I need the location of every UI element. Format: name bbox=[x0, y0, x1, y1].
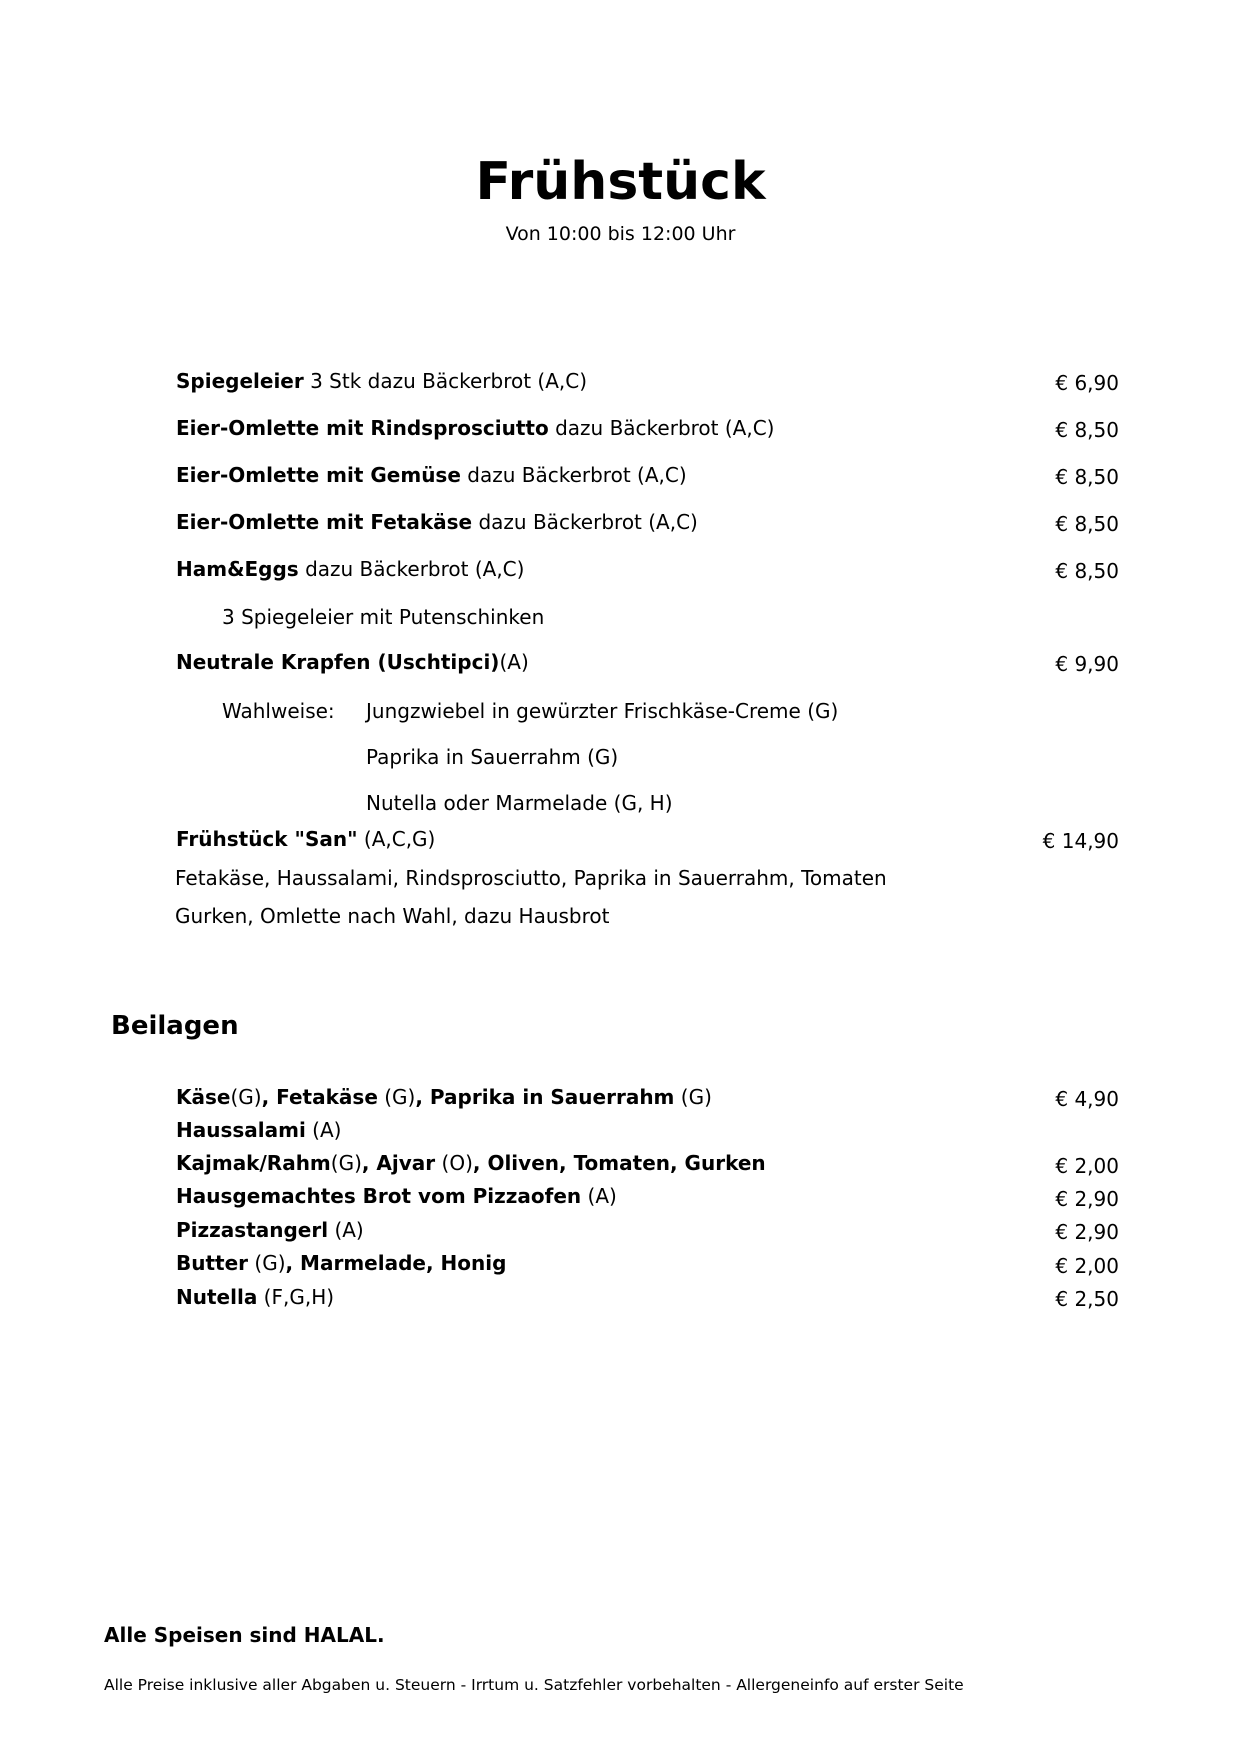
side-item-name: Käse bbox=[176, 1085, 231, 1109]
menu-item-fruehstueck-san bbox=[176, 829, 435, 849]
krapfen-options-label: Wahlweise: bbox=[222, 699, 335, 723]
menu-item-desc: dazu Bäckerbrot (A,C) bbox=[298, 557, 525, 581]
menu-item-price: € 8,50 bbox=[1055, 418, 1119, 442]
menu-item-name: Eier-Omlette mit Fetakäse bbox=[176, 510, 473, 534]
side-item-name: , Marmelade, Honig bbox=[285, 1251, 507, 1275]
side-item-name: Nutella bbox=[176, 1285, 258, 1309]
opening-hours: Von 10:00 bis 12:00 Uhr bbox=[505, 223, 736, 245]
side-item-name: Hausgemachtes Brot vom Pizzaofen bbox=[176, 1184, 582, 1208]
side-item-kajmak bbox=[176, 1153, 766, 1173]
menu-item-hameggs bbox=[176, 559, 524, 579]
menu-item-omlette-rindsprosciutto bbox=[176, 418, 774, 438]
menu-item-name: Neutrale Krapfen (Uschtipci) bbox=[176, 650, 500, 674]
menu-item-price: € 9,90 bbox=[1055, 652, 1119, 676]
menu-item-price: € 8,50 bbox=[1055, 512, 1119, 536]
side-item-haussalami bbox=[176, 1120, 341, 1140]
menu-item-spiegeleier bbox=[176, 371, 587, 391]
allergen-code: (G) bbox=[674, 1085, 712, 1109]
menu-item-price: € 8,50 bbox=[1055, 559, 1119, 583]
section-title-beilagen: Beilagen bbox=[111, 1011, 239, 1041]
side-item-name: , Paprika in Sauerrahm bbox=[415, 1085, 675, 1109]
menu-item-desc: 3 Stk dazu Bäckerbrot (A,C) bbox=[303, 369, 588, 393]
allergen-code: (A) bbox=[305, 1118, 342, 1142]
menu-item-desc: dazu Bäckerbrot (A,C) bbox=[472, 510, 698, 534]
menu-item-desc: dazu Bäckerbrot (A,C) bbox=[460, 463, 687, 487]
allergen-code: (G) bbox=[330, 1151, 362, 1175]
menu-item-price: € 6,90 bbox=[1055, 371, 1119, 395]
menu-item-omlette-fetakaese bbox=[176, 512, 698, 532]
menu-item-name: Eier-Omlette mit Gemüse bbox=[176, 463, 461, 487]
krapfen-option: Nutella oder Marmelade (G, H) bbox=[366, 791, 673, 815]
san-description-line: Gurken, Omlette nach Wahl, dazu Hausbrot bbox=[175, 904, 610, 928]
side-item-kaese bbox=[176, 1087, 712, 1107]
side-item-name: , Ajvar bbox=[361, 1151, 436, 1175]
side-item-name: Kajmak/Rahm bbox=[176, 1151, 331, 1175]
side-item-price: € 2,50 bbox=[1055, 1287, 1119, 1311]
side-item-price: € 2,00 bbox=[1055, 1254, 1119, 1278]
menu-item-desc: (A) bbox=[499, 650, 529, 674]
side-item-price: € 4,90 bbox=[1055, 1087, 1119, 1111]
side-item-name: , Fetakäse bbox=[261, 1085, 378, 1109]
allergen-code: (O) bbox=[435, 1151, 473, 1175]
allergen-code: (F,G,H) bbox=[257, 1285, 335, 1309]
menu-item-price: € 14,90 bbox=[1042, 829, 1119, 853]
menu-item-price: € 8,50 bbox=[1055, 465, 1119, 489]
side-item-name: Haussalami bbox=[176, 1118, 306, 1142]
hameggs-note: 3 Spiegeleier mit Putenschinken bbox=[222, 605, 545, 629]
side-item-name: , Oliven, Tomaten, Gurken bbox=[472, 1151, 766, 1175]
menu-item-desc: (A,C,G) bbox=[357, 827, 436, 851]
allergen-code: (G) bbox=[230, 1085, 262, 1109]
page-title: Frühstück bbox=[475, 152, 766, 212]
allergen-code: (A) bbox=[328, 1218, 364, 1242]
halal-notice: Alle Speisen sind HALAL. bbox=[104, 1623, 385, 1647]
menu-item-name: Spiegeleier bbox=[176, 369, 304, 393]
menu-item-desc: dazu Bäckerbrot (A,C) bbox=[548, 416, 775, 440]
menu-item-name: Eier-Omlette mit Rindsprosciutto bbox=[176, 416, 549, 440]
san-description-line: Fetakäse, Haussalami, Rindsprosciutto, Paprika in Sauerrahm, Tomaten bbox=[175, 866, 887, 890]
side-item-price: € 2,90 bbox=[1055, 1187, 1119, 1211]
side-item-name: Pizzastangerl bbox=[176, 1218, 329, 1242]
allergen-code: (A) bbox=[581, 1184, 617, 1208]
side-item-pizzastangerl bbox=[176, 1220, 364, 1240]
menu-item-krapfen bbox=[176, 652, 529, 672]
krapfen-option: Jungzwiebel in gewürzter Frischkäse-Creme (G) bbox=[366, 699, 839, 723]
side-item-nutella bbox=[176, 1287, 334, 1307]
krapfen-option: Paprika in Sauerrahm (G) bbox=[366, 745, 619, 769]
allergen-code: (G) bbox=[248, 1251, 286, 1275]
side-item-butter bbox=[176, 1253, 506, 1273]
side-item-hausbrot bbox=[176, 1186, 617, 1206]
allergen-code: (G) bbox=[377, 1085, 416, 1109]
menu-item-name: Frühstück "San" bbox=[176, 827, 358, 851]
menu-item-name: Ham&Eggs bbox=[176, 557, 299, 581]
footer-note: Alle Preise inklusive aller Abgaben u. Steuern - Irrtum u. Satzfehler vorbehalten - Allergeneinfo auf erster Seite bbox=[104, 1676, 964, 1694]
side-item-price: € 2,00 bbox=[1055, 1154, 1119, 1178]
menu-item-omlette-gemuese bbox=[176, 465, 687, 485]
side-item-name: Butter bbox=[176, 1251, 249, 1275]
side-item-price: € 2,90 bbox=[1055, 1220, 1119, 1244]
